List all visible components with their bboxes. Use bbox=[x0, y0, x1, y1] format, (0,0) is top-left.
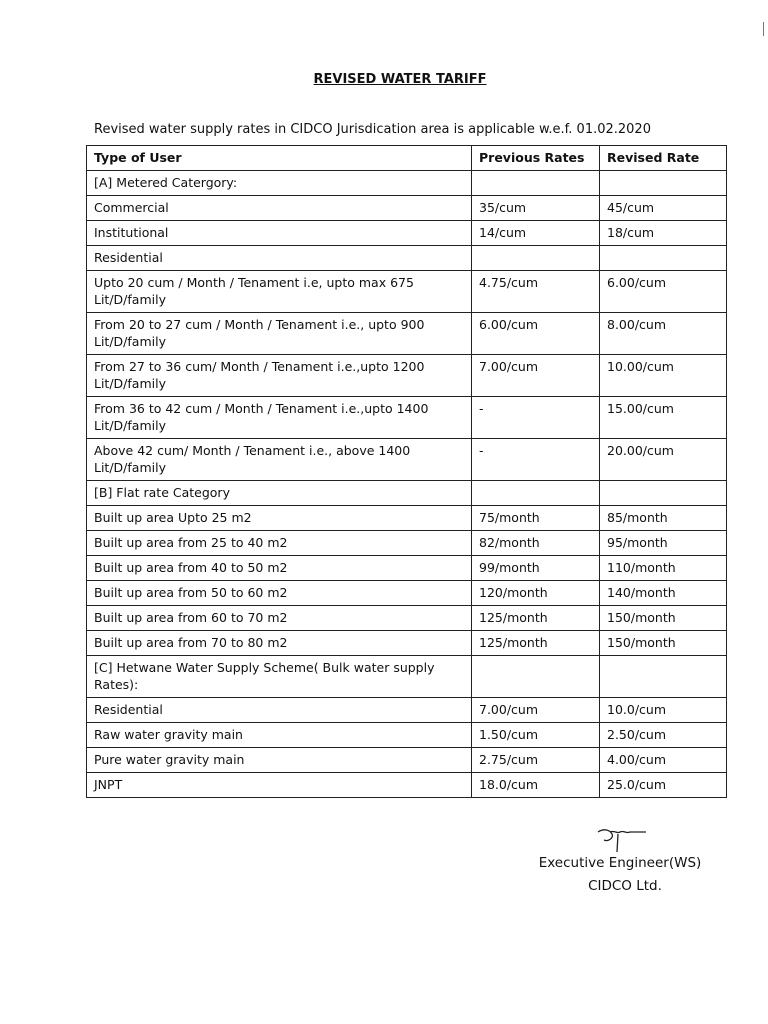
user-type: Commercial bbox=[87, 196, 472, 221]
revised-rate: 18/cum bbox=[600, 221, 727, 246]
revised-rate: 2.50/cum bbox=[600, 723, 727, 748]
signature-mark bbox=[590, 822, 650, 856]
revised-rate: 4.00/cum bbox=[600, 748, 727, 773]
previous-rate: 4.75/cum bbox=[472, 271, 600, 313]
previous-rate: 120/month bbox=[472, 581, 600, 606]
user-type: Raw water gravity main bbox=[87, 723, 472, 748]
table-row bbox=[87, 246, 727, 271]
user-type: Built up area from 25 to 40 m2 bbox=[87, 531, 472, 556]
table-row bbox=[87, 581, 727, 606]
user-type: Pure water gravity main bbox=[87, 748, 472, 773]
table-row bbox=[87, 531, 727, 556]
revised-rate: 15.00/cum bbox=[600, 397, 727, 439]
tariff-table bbox=[86, 145, 727, 798]
table-row bbox=[87, 271, 727, 313]
user-type: From 27 to 36 cum/ Month / Tenament i.e.,upto 1200 Lit/D/family bbox=[87, 355, 472, 397]
table-row bbox=[87, 773, 727, 798]
header-type-of-user: Type of User bbox=[87, 146, 472, 171]
revised-rate: 10.00/cum bbox=[600, 355, 727, 397]
revised-rate: 25.0/cum bbox=[600, 773, 727, 798]
previous-rate: - bbox=[472, 397, 600, 439]
user-type: Built up area from 50 to 60 m2 bbox=[87, 581, 472, 606]
previous-rate: 1.50/cum bbox=[472, 723, 600, 748]
revised-rate: 6.00/cum bbox=[600, 271, 727, 313]
previous-rate: 7.00/cum bbox=[472, 698, 600, 723]
table-row bbox=[87, 196, 727, 221]
table-row bbox=[87, 439, 727, 481]
previous-rate: 75/month bbox=[472, 506, 600, 531]
table-row bbox=[87, 313, 727, 355]
table-row bbox=[87, 506, 727, 531]
table-row bbox=[87, 631, 727, 656]
user-type: From 20 to 27 cum / Month / Tenament i.e., upto 900 Lit/D/family bbox=[87, 313, 472, 355]
section-row bbox=[87, 481, 727, 506]
section-row bbox=[87, 656, 727, 698]
revised-rate: 10.0/cum bbox=[600, 698, 727, 723]
user-type: Institutional bbox=[87, 221, 472, 246]
previous-rate: 125/month bbox=[472, 631, 600, 656]
revised-rate: 20.00/cum bbox=[600, 439, 727, 481]
table-row bbox=[87, 556, 727, 581]
revised-rate: 110/month bbox=[600, 556, 727, 581]
previous-rate: 99/month bbox=[472, 556, 600, 581]
table-row bbox=[87, 606, 727, 631]
section-hetwane-label: [C] Hetwane Water Supply Scheme( Bulk water supply Rates): bbox=[87, 656, 472, 698]
previous-rate: 7.00/cum bbox=[472, 355, 600, 397]
revised-rate: 45/cum bbox=[600, 196, 727, 221]
previous-rate: 125/month bbox=[472, 606, 600, 631]
table-row bbox=[87, 397, 727, 439]
revised-rate: 150/month bbox=[600, 606, 727, 631]
previous-rate bbox=[472, 246, 600, 271]
signatory-designation: Executive Engineer(WS) bbox=[538, 855, 702, 871]
table-row bbox=[87, 221, 727, 246]
revised-rate: 8.00/cum bbox=[600, 313, 727, 355]
previous-rate: - bbox=[472, 439, 600, 481]
revised-rate: 140/month bbox=[600, 581, 727, 606]
document-title: REVISED WATER TARIFF bbox=[313, 72, 487, 87]
user-type: Built up area from 60 to 70 m2 bbox=[87, 606, 472, 631]
revised-rate: 85/month bbox=[600, 506, 727, 531]
previous-rate: 35/cum bbox=[472, 196, 600, 221]
header-previous-rates: Previous Rates bbox=[472, 146, 600, 171]
intro-text: Revised water supply rates in CIDCO Jurisdication area is applicable w.e.f. 01.02.2020 bbox=[94, 122, 651, 137]
user-type: Built up area from 40 to 50 m2 bbox=[87, 556, 472, 581]
user-type: Built up area from 70 to 80 m2 bbox=[87, 631, 472, 656]
section-row bbox=[87, 171, 727, 196]
revised-rate: 95/month bbox=[600, 531, 727, 556]
section-metered-label: [A] Metered Catergory: bbox=[87, 171, 472, 196]
previous-rate: 82/month bbox=[472, 531, 600, 556]
previous-rate: 6.00/cum bbox=[472, 313, 600, 355]
revised-rate bbox=[600, 246, 727, 271]
user-type: Residential bbox=[87, 698, 472, 723]
previous-rate: 2.75/cum bbox=[472, 748, 600, 773]
table-row bbox=[87, 355, 727, 397]
revised-rate: 150/month bbox=[600, 631, 727, 656]
previous-rate: 18.0/cum bbox=[472, 773, 600, 798]
table-row bbox=[87, 723, 727, 748]
user-type: Built up area Upto 25 m2 bbox=[87, 506, 472, 531]
user-type: JNPT bbox=[87, 773, 472, 798]
user-type: Residential bbox=[87, 246, 472, 271]
user-type: Upto 20 cum / Month / Tenament i.e, upto max 675 Lit/D/family bbox=[87, 271, 472, 313]
table-row bbox=[87, 748, 727, 773]
page-edge-mark bbox=[763, 22, 764, 36]
header-row bbox=[87, 146, 727, 171]
section-flat-label: [B] Flat rate Category bbox=[87, 481, 472, 506]
header-revised-rate: Revised Rate bbox=[600, 146, 727, 171]
user-type: From 36 to 42 cum / Month / Tenament i.e.,upto 1400 Lit/D/family bbox=[87, 397, 472, 439]
signatory-organization: CIDCO Ltd. bbox=[588, 878, 662, 894]
user-type: Above 42 cum/ Month / Tenament i.e., above 1400 Lit/D/family bbox=[87, 439, 472, 481]
previous-rate: 14/cum bbox=[472, 221, 600, 246]
table-row bbox=[87, 698, 727, 723]
